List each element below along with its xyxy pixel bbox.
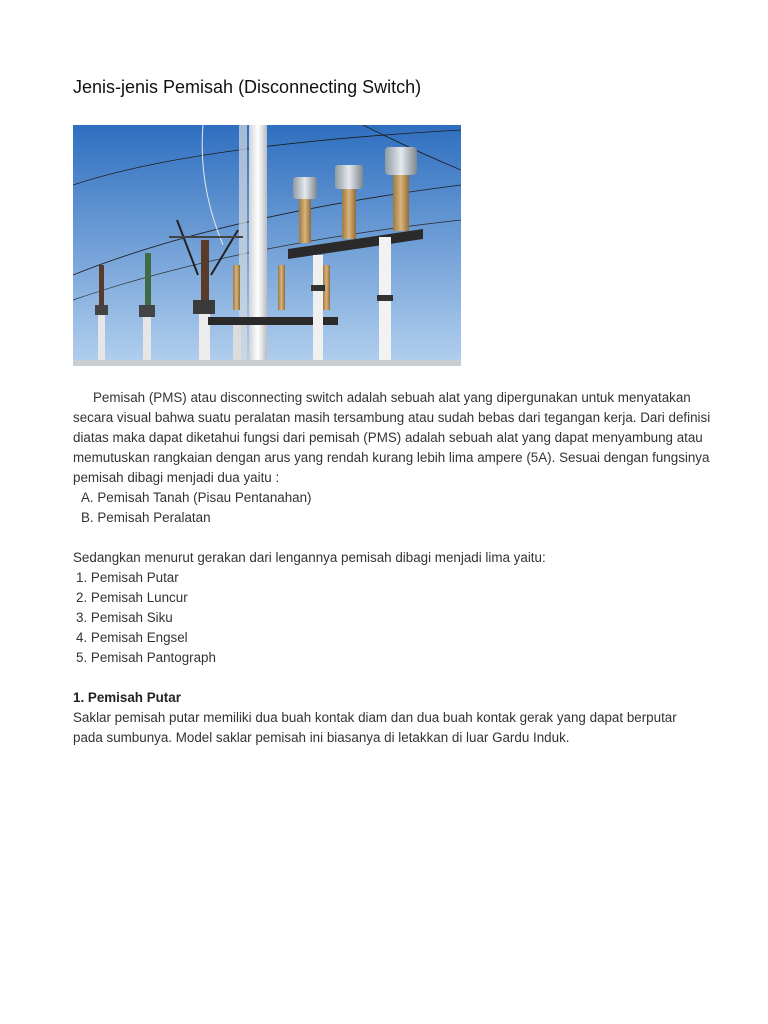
movement-type-item: 4. Pemisah Engsel — [76, 630, 188, 645]
article-body — [73, 388, 711, 748]
intro-line: diatas maka dapat diketahui fungsi dari pemisah (PMS) adalah sebuah alat yang dapat menyambung atau — [73, 430, 703, 445]
intro-line: secara visual bahwa suatu peralatan masih tersambung atau sudah bebas dari tegangan kerja. Dari definisi — [73, 410, 711, 425]
movement-type-item: 3. Pemisah Siku — [76, 610, 173, 625]
function-type-item: B. Pemisah Peralatan — [81, 510, 211, 525]
intro-line: Pemisah (PMS) atau disconnecting switch adalah sebuah alat yang dipergunakan untuk menyatakan — [93, 390, 691, 405]
movement-intro: Sedangkan menurut gerakan dari lengannya pemisah dibagi menjadi lima yaitu: — [73, 550, 546, 565]
spacer — [73, 668, 698, 688]
disconnecting-switch-photo — [73, 125, 461, 366]
movement-type-item: 2. Pemisah Luncur — [76, 590, 188, 605]
section-line: pada sumbunya. Model saklar pemisah ini biasanya di letakkan di luar Gardu Induk. — [73, 730, 570, 745]
movement-type-item: 5. Pemisah Pantograph — [76, 650, 216, 665]
function-type-item: A. Pemisah Tanah (Pisau Pentanahan) — [81, 490, 312, 505]
spacer — [73, 528, 698, 548]
intro-line: memutuskan rangkaian dengan arus yang rendah kurang lebih lima ampere (5A). Sesuai dengan fungsinya — [73, 450, 710, 465]
section-line: Saklar pemisah putar memiliki dua buah kontak diam dan dua buah kontak gerak yang dapat berputar — [73, 710, 677, 725]
page-title: Jenis-jenis Pemisah (Disconnecting Switch) — [73, 77, 422, 97]
section-heading: 1. Pemisah Putar — [73, 690, 181, 705]
intro-line: pemisah dibagi menjadi dua yaitu : — [73, 470, 280, 485]
movement-type-item: 1. Pemisah Putar — [76, 570, 179, 585]
